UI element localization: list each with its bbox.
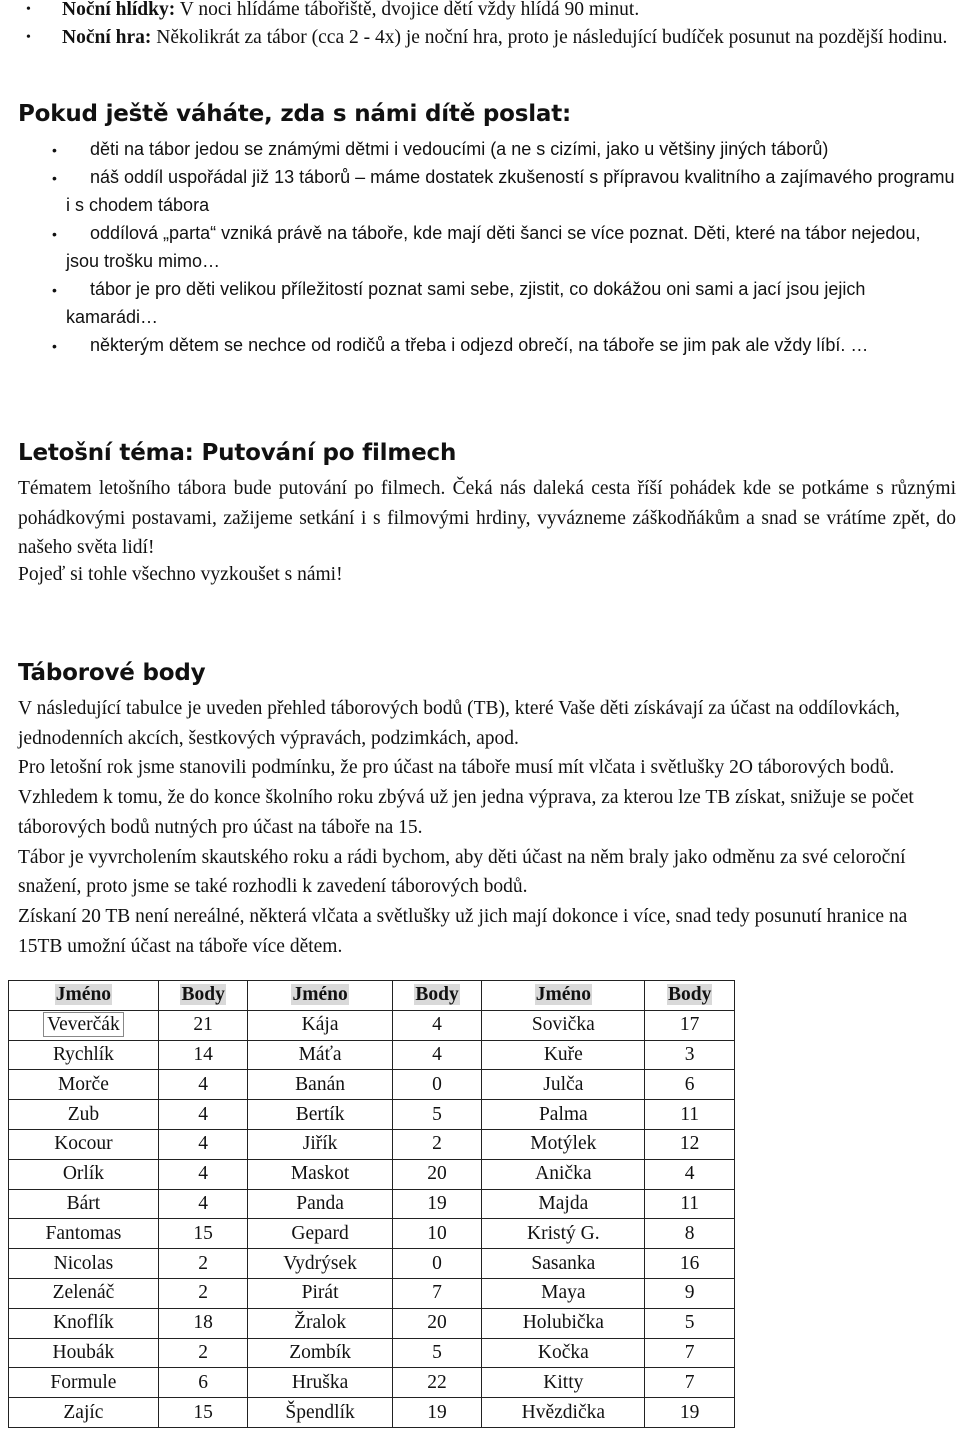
points-cell: 7 <box>645 1368 735 1398</box>
table-row <box>9 1189 735 1219</box>
table-row <box>9 1219 735 1249</box>
points-cell: 19 <box>392 1189 482 1219</box>
name-cell: Orlík <box>9 1159 159 1189</box>
reasons-list <box>0 135 960 359</box>
name-cell: Maskot <box>248 1159 392 1189</box>
points-cell: 2 <box>392 1129 482 1159</box>
points-cell: 10 <box>392 1219 482 1249</box>
points-cell: 5 <box>392 1100 482 1130</box>
points-cell: 3 <box>645 1040 735 1070</box>
points-cell: 8 <box>645 1219 735 1249</box>
name-cell: Kitty <box>482 1368 645 1398</box>
name-cell: Formule <box>9 1368 159 1398</box>
table-row <box>9 1040 735 1070</box>
points-cell: 4 <box>158 1070 248 1100</box>
list-item: • některým dětem se nechce od rodičů a třeba i odjezd obrečí, na táboře se jim pak ale vždy líbí. … <box>0 331 960 359</box>
list-item: • oddílová „parta“ vzniká právě na táboře, kde mají děti šanci se více poznat. Děti, které na tábor nejedou, jsou trošku mimo… <box>0 219 960 275</box>
table-row <box>9 1308 735 1338</box>
points-cell: 4 <box>392 1010 482 1040</box>
points-cell: 15 <box>158 1219 248 1249</box>
body-paragraph: Pro letošní rok jsme stanovili podmínku, že pro účast na táboře musí mít vlčata i světlušky 2O táborových bodů. Vzhledem k tomu, že do konce školního roku zbývá už jen jedna výprava, za kterou lze TB získat, snižuje se počet táborových bodů nutných pro účast na táboře na 15. <box>18 757 914 838</box>
table-row <box>9 1159 735 1189</box>
points-cell: 11 <box>645 1189 735 1219</box>
name-cell: Nicolas <box>9 1249 159 1279</box>
name-cell: Veverčák <box>9 1010 159 1040</box>
points-cell: 0 <box>392 1249 482 1279</box>
points-cell: 12 <box>645 1129 735 1159</box>
name-cell: Hruška <box>248 1368 392 1398</box>
name-cell: Bárt <box>9 1189 159 1219</box>
points-cell: 19 <box>645 1398 735 1428</box>
name-cell: Bertík <box>248 1100 392 1130</box>
name-cell: Kuře <box>482 1040 645 1070</box>
name-cell: Knoflík <box>9 1308 159 1338</box>
section-heading-tema: Letošní téma: Putování po filmech <box>18 440 457 466</box>
points-cell: 4 <box>158 1129 248 1159</box>
points-cell: 17 <box>645 1010 735 1040</box>
name-cell: Palma <box>482 1100 645 1130</box>
list-item <box>0 0 960 24</box>
item-label: Noční hra: <box>62 27 152 48</box>
name-cell: Maya <box>482 1278 645 1308</box>
table-row <box>9 1398 735 1428</box>
points-cell: 2 <box>158 1278 248 1308</box>
table-row <box>9 1100 735 1130</box>
name-cell: Jiřík <box>248 1129 392 1159</box>
tema-paragraph: Tématem letošního tábora bude putování po filmech. Čeká nás daleká cesta říší pohádek kde se potkáme s různými pohádkovými postavami, zažijeme setkání i s filmovými hrdiny, vyvázneme záškodňákům a snad se vrátíme zpět, do našeho světa lidí! <box>18 478 956 558</box>
points-cell: 11 <box>645 1100 735 1130</box>
points-cell: 2 <box>158 1338 248 1368</box>
points-cell: 2 <box>158 1249 248 1279</box>
name-cell: Holubička <box>482 1308 645 1338</box>
body-paragraphs <box>18 694 956 961</box>
points-cell: 18 <box>158 1308 248 1338</box>
points-cell: 5 <box>392 1338 482 1368</box>
name-cell: Houbák <box>9 1338 159 1368</box>
name-cell: Máťa <box>248 1040 392 1070</box>
points-cell: 4 <box>392 1040 482 1070</box>
table-row <box>9 1129 735 1159</box>
list-item: • děti na tábor jedou se známými dětmi i vedoucími (a ne s cizími, jako u většiny jiných táborů) <box>0 135 960 163</box>
body-paragraph: Tábor je vyvrcholením skautského roku a rádi bychom, aby děti účast na něm braly jako odměnu za své celoroční snažení, proto jsme se také rozhodli k zavedení táborových bodů. <box>18 846 906 898</box>
name-cell: Fantomas <box>9 1219 159 1249</box>
name-cell: Morče <box>9 1070 159 1100</box>
name-cell: Kája <box>248 1010 392 1040</box>
table-row <box>9 1249 735 1279</box>
column-header: Jméno <box>482 981 645 1011</box>
table-body <box>9 1010 735 1427</box>
body-paragraph: Získaní 20 TB není nereálné, některá vlčata a světlušky už jich mají dokonce i více, snad tedy posunutí hranice na 15TB umožní účast na táboře více dětem. <box>18 905 908 957</box>
name-cell: Panda <box>248 1189 392 1219</box>
name-cell: Zajíc <box>9 1398 159 1428</box>
points-cell: 20 <box>392 1159 482 1189</box>
column-header: Body <box>392 981 482 1011</box>
body-paragraph: V následující tabulce je uveden přehled táborových bodů (TB), které Vaše děti získávají za účast na oddílovkách, jednodenních akcích, šestkových výpravách, podzimkách, apod. <box>18 698 900 749</box>
name-cell: Špendlík <box>248 1398 392 1428</box>
table-row <box>9 1368 735 1398</box>
name-cell: Hvězdička <box>482 1398 645 1428</box>
table-row <box>9 1070 735 1100</box>
name-cell: Žralok <box>248 1308 392 1338</box>
points-cell: 5 <box>645 1308 735 1338</box>
points-cell: 22 <box>392 1368 482 1398</box>
section-heading-pokud: Pokud ještě váháte, zda s námi dítě poslat: <box>18 101 572 127</box>
name-cell: Zub <box>9 1100 159 1130</box>
section-heading-body: Táborové body <box>18 660 206 686</box>
name-cell: Motýlek <box>482 1129 645 1159</box>
points-cell: 20 <box>392 1308 482 1338</box>
points-cell: 6 <box>158 1368 248 1398</box>
name-cell: Vydrýsek <box>248 1249 392 1279</box>
name-cell: Rychlík <box>9 1040 159 1070</box>
points-cell: 9 <box>645 1278 735 1308</box>
name-cell: Banán <box>248 1070 392 1100</box>
table-row <box>9 1010 735 1040</box>
name-cell: Kocour <box>9 1129 159 1159</box>
item-text: V noci hlídáme tábořiště, dvojice dětí vždy hlídá 90 minut. <box>175 0 640 20</box>
item-label: Noční hlídky: <box>62 0 176 20</box>
item-text: Několikrát za tábor (cca 2 - 4x) je noční hra, proto je následující budíček posunut na pozdější hodinu. <box>151 27 948 48</box>
points-cell: 4 <box>158 1100 248 1130</box>
tema-invitation: Pojeď si tohle všechno vyzkoušet s námi! <box>18 564 343 585</box>
column-header: Body <box>158 981 248 1011</box>
points-cell: 7 <box>645 1338 735 1368</box>
name-cell: Sasanka <box>482 1249 645 1279</box>
column-header: Jméno <box>248 981 392 1011</box>
name-cell: Julča <box>482 1070 645 1100</box>
column-header: Body <box>645 981 735 1011</box>
points-cell: 6 <box>645 1070 735 1100</box>
points-cell: 4 <box>645 1159 735 1189</box>
points-cell: 0 <box>392 1070 482 1100</box>
points-cell: 19 <box>392 1398 482 1428</box>
name-cell: Gepard <box>248 1219 392 1249</box>
name-cell: Anička <box>482 1159 645 1189</box>
name-cell: Pirát <box>248 1278 392 1308</box>
table-row <box>9 1338 735 1368</box>
name-cell: Sovička <box>482 1010 645 1040</box>
points-table <box>8 980 735 1428</box>
table-row <box>9 1278 735 1308</box>
name-cell: Zelenáč <box>9 1278 159 1308</box>
list-item: • tábor je pro děti velikou příležitostí poznat sami sebe, zjistit, co dokážou oni sami a jací jsou jejich kamarádi… <box>0 275 960 331</box>
points-cell: 4 <box>158 1189 248 1219</box>
top-bullet-list <box>0 0 960 52</box>
name-cell: Zombík <box>248 1338 392 1368</box>
table-header-row <box>9 981 735 1011</box>
list-item <box>0 24 960 52</box>
points-cell: 15 <box>158 1398 248 1428</box>
points-cell: 7 <box>392 1278 482 1308</box>
name-cell: Majda <box>482 1189 645 1219</box>
column-header: Jméno <box>9 981 159 1011</box>
name-cell: Kristý G. <box>482 1219 645 1249</box>
list-item: • náš oddíl uspořádal již 13 táborů – máme dostatek zkušeností s přípravou kvalitního a zajímavého programu i s chodem tábora <box>0 163 960 219</box>
points-cell: 21 <box>158 1010 248 1040</box>
points-cell: 4 <box>158 1159 248 1189</box>
points-cell: 16 <box>645 1249 735 1279</box>
name-cell: Kočka <box>482 1338 645 1368</box>
points-cell: 14 <box>158 1040 248 1070</box>
